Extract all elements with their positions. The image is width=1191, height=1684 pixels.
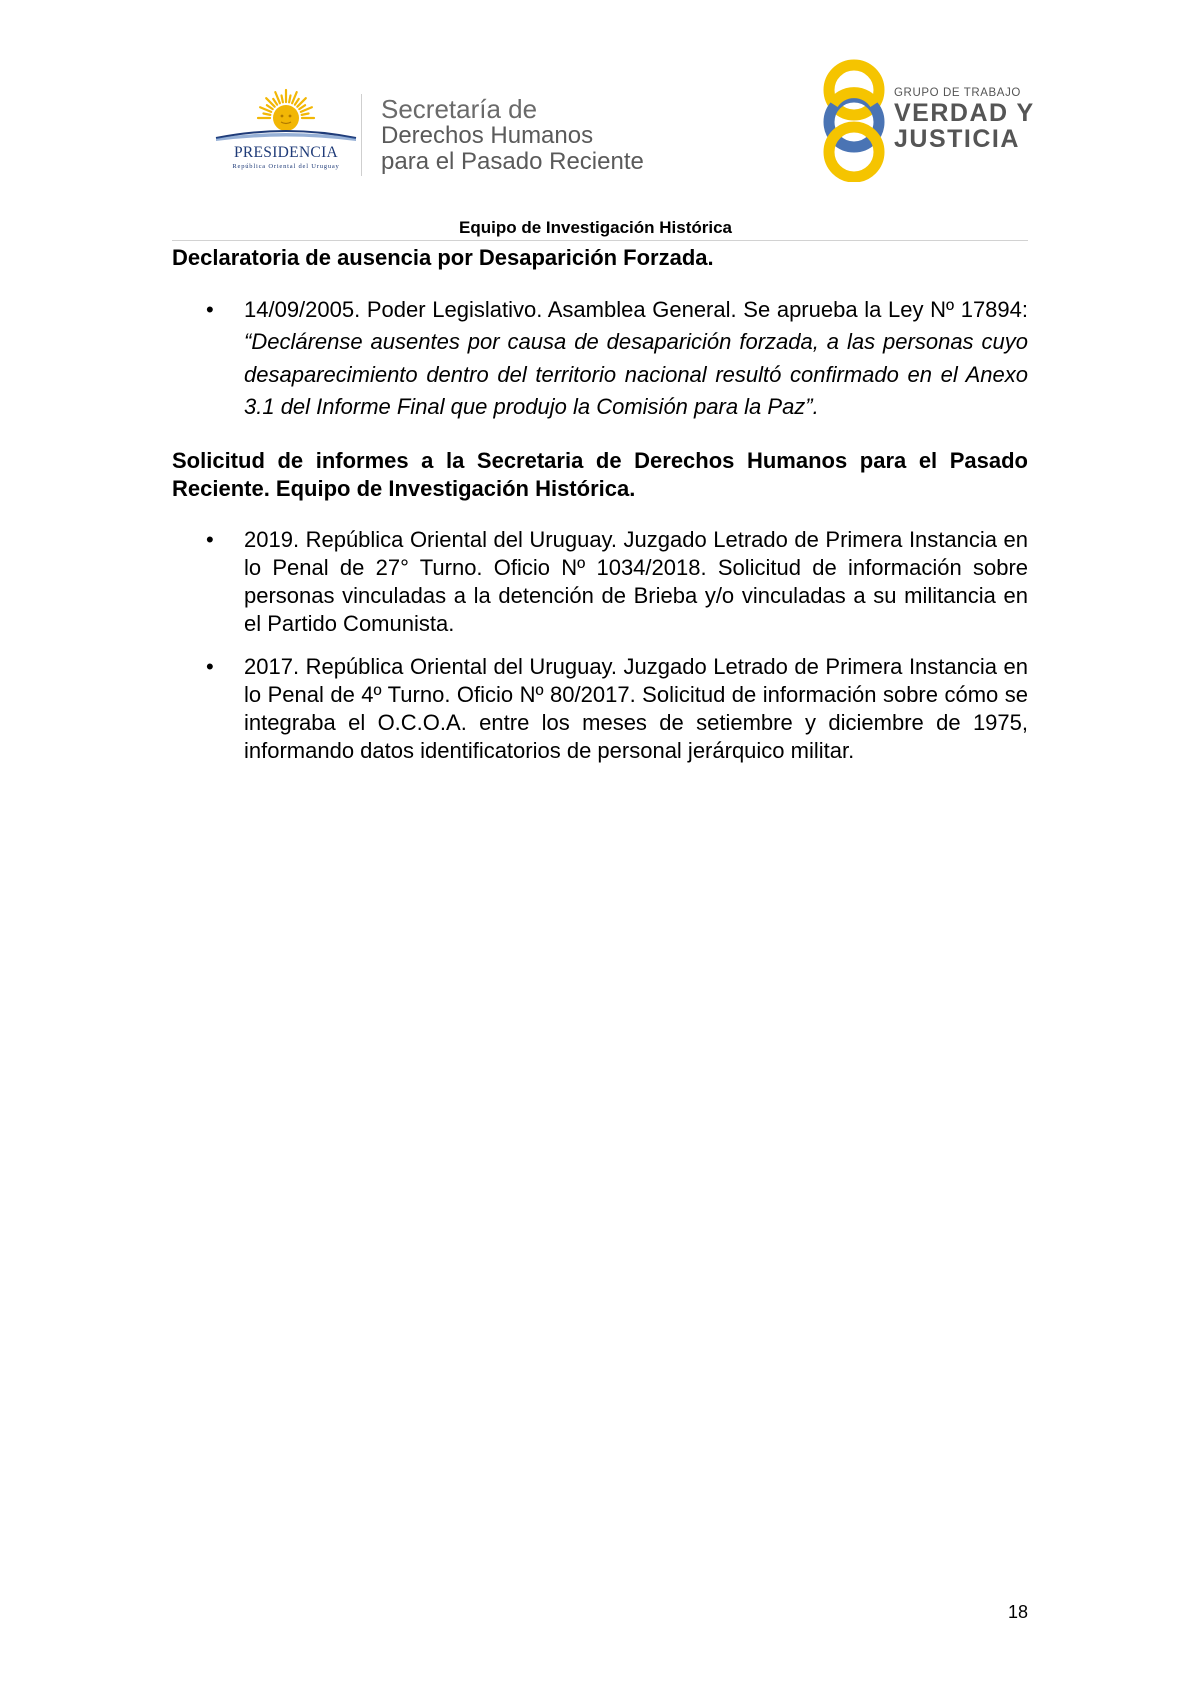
list-item [172, 294, 1028, 423]
secretaria-logo-text [381, 96, 644, 175]
bullet-icon: • [206, 297, 214, 322]
list-item-text: 2017. República Oriental del Uruguay. Juzgado Letrado de Primera Instancia en lo Penal de 4º Turno. Oficio Nº 80/2017. Solicitud de información sobre cómo se integraba el O.C.O.A. entre los meses de setiembre y diciembre de 1975, informando datos identificatorios de personal jerárquico militar. [244, 654, 1028, 763]
sun-ray [289, 95, 290, 102]
declaratoria-list [172, 294, 1028, 423]
presidencia-logo [212, 88, 360, 176]
sun-ray [273, 99, 277, 105]
page-header [0, 0, 1191, 240]
section-heading-declaratoria: Declaratoria de ausencia por Desaparición Forzada. [172, 245, 714, 270]
list-item [172, 653, 1028, 764]
logo-divider [361, 94, 362, 176]
grupo-trabajo-line-3: JUSTICIA [894, 125, 1020, 153]
grupo-trabajo-line-1: GRUPO DE TRABAJO [894, 87, 1021, 99]
list-item [172, 526, 1028, 637]
solicitud-list [172, 526, 1028, 764]
header-rule [172, 240, 1028, 241]
secretaria-line-1: Secretaría de [381, 94, 538, 124]
list-item-quote: “Declárense ausentes por causa de desaparición forzada, a las personas cuyo desaparecimiento dentro del territorio nacional resultó confirmado en el Anexo 3.1 del Informe Final que produjo la Comisión para la Paz”. [244, 329, 1028, 419]
sun-ray [302, 114, 309, 115]
bullet-icon: • [206, 527, 214, 553]
section-heading-solicitud: Solicitud de informes a la Secretaria de Derechos Humanos para el Pasado Reciente. Equipo de Investigación Histórica. [172, 448, 1028, 502]
page-content [172, 244, 1028, 765]
grupo-trabajo-text [894, 86, 1035, 152]
page-number: 18 [1008, 1602, 1029, 1622]
running-head: Equipo de Investigación Histórica [459, 218, 732, 237]
grupo-trabajo-line-2: VERDAD Y [894, 99, 1035, 127]
list-item-text: 14/09/2005. Poder Legislativo. Asamblea General. Se aprueba la Ley Nº 17894: [244, 297, 1028, 322]
presidencia-subtitle: República Oriental del Uruguay [232, 163, 340, 170]
sun-ray [295, 99, 299, 105]
sun-ray [263, 114, 270, 115]
secretaria-line-3: para el Pasado Reciente [381, 148, 644, 175]
sun-ray [282, 95, 283, 102]
sun-emblem-icon [212, 88, 360, 144]
sun-ray [299, 105, 305, 109]
bullet-icon: • [206, 654, 214, 680]
list-item-text: 2019. República Oriental del Uruguay. Juzgado Letrado de Primera Instancia en lo Penal de 27° Turno. Oficio Nº 1034/2018. Solicitud de información sobre personas vinculadas a la detención de Brieba y/o vinculadas a su militancia en el Partido Comunista. [244, 527, 1028, 636]
presidencia-name: PRESIDENCIA [233, 144, 339, 161]
sun-ray [267, 105, 273, 109]
secretaria-line-2: Derechos Humanos [381, 122, 594, 149]
